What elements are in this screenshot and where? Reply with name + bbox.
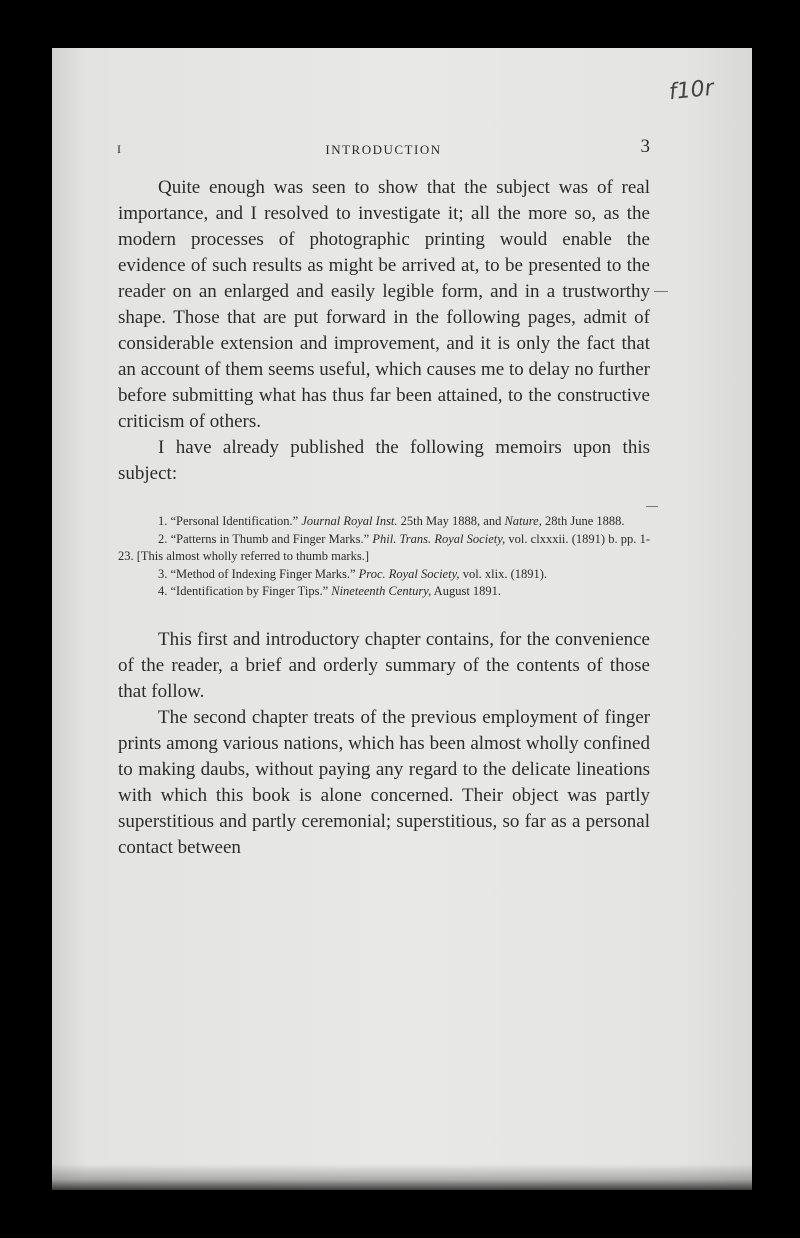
ref-details: August 1891. <box>433 584 502 598</box>
ref-number: 2. <box>158 531 168 546</box>
reference-item <box>118 583 650 601</box>
ref-number: 1. <box>158 514 168 528</box>
ref-title: “Patterns in Thumb and Finger Marks.” <box>170 531 370 546</box>
signature-mark: I <box>117 142 121 156</box>
ref-details: vol. xlix. (1891). <box>462 566 548 581</box>
paragraph: Quite enough was seen to show that the subject was of real importance, and I resolved to investigate it; all the more so, as the modern processes of photographic printing would enable the evidence of such results as might be arrived at, to be presented to the reader on an enlarged and easily legible form, and in a trustworthy shape. Those that are put forward in the following pages, admit of considerable extension and improvement, and it is only the fact that an account of them seems useful, which causes me to delay no further before submitting what has thus far been attained, to the constructive criticism of others. <box>118 177 650 432</box>
ref-journal-2: Nature, <box>504 514 542 528</box>
reference-item <box>118 566 650 584</box>
ref-journal: Journal Royal Inst. <box>301 514 398 528</box>
ref-number: 4. <box>158 584 168 598</box>
ref-details: vol. clxxxii. (1891) b. pp. 1-23. [This almost wholly referred to thumb marks.] <box>118 531 650 563</box>
ref-title: “Identification by Finger Tips.” <box>170 584 329 598</box>
reference-list <box>118 513 650 601</box>
paragraph: The second chapter treats of the previous employment of finger prints among various nations, which has been almost wholly confined to making daubs, without paying any regard to the delicate lineations with which this book is alone concerned. Their object was partly superstitious and partly ceremonial; superstitious, so far as a personal contact between <box>118 706 650 858</box>
chapter-title: INTRODUCTION <box>325 142 442 157</box>
ref-details-2: 28th June 1888. <box>544 514 625 528</box>
reference-item <box>118 513 650 531</box>
ref-journal: Nineteenth Century, <box>331 584 432 598</box>
ref-journal: Phil. Trans. Royal Society, <box>372 531 506 546</box>
reference-item <box>118 531 650 566</box>
paragraph: I have already published the following memoirs upon this subject: <box>118 437 650 484</box>
ref-title: “Method of Indexing Finger Marks.” <box>170 566 356 581</box>
ref-title: “Personal Identification.” <box>170 514 299 528</box>
ref-details: 25th May 1888, and <box>400 514 502 528</box>
page-number: 3 <box>640 136 650 157</box>
pencil-folio-annotation: f10r <box>668 75 716 106</box>
body-text <box>118 175 650 861</box>
margin-mark <box>654 291 668 292</box>
ref-number: 3. <box>158 566 168 581</box>
paragraph: This first and introductory chapter contains, for the convenience of the reader, a brief and orderly summary of the contents of those that follow. <box>118 628 650 702</box>
book-page <box>52 48 752 1190</box>
ref-journal: Proc. Royal Society, <box>358 566 460 581</box>
